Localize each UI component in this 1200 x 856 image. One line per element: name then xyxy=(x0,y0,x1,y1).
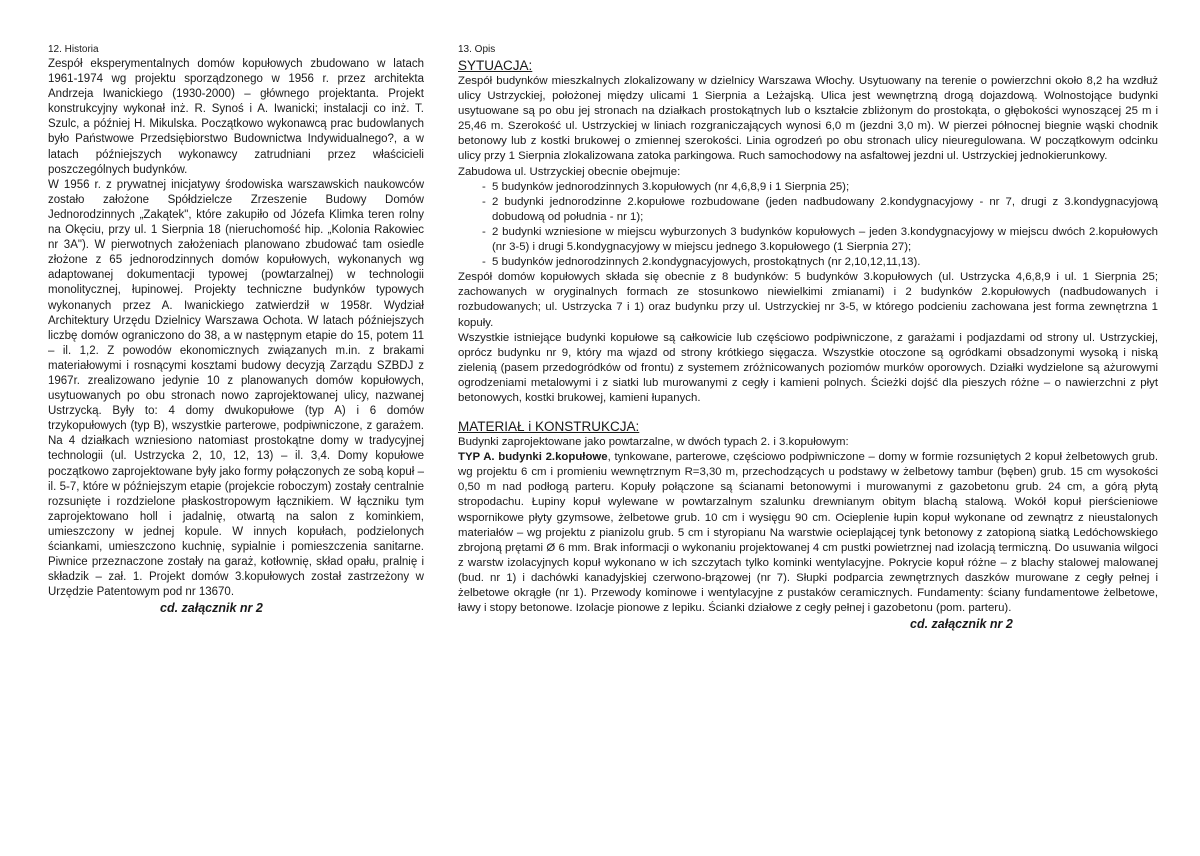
material-heading: MATERIAŁ i KONSTRUKCJA: xyxy=(458,419,640,435)
continued-note-left: cd. załącznik nr 2 xyxy=(160,601,263,616)
list-item xyxy=(458,225,1158,255)
list-item xyxy=(458,195,1158,225)
continued-note-right: cd. załącznik nr 2 xyxy=(910,617,1013,632)
history-paragraph-2: W 1956 r. z prywatnej inicjatywy środowiska warszawskich naukowców zostało założone Spółdzielcze Zrzeszenie Budowy Domów Jednorodzinnych „Zakątek", które zakupiło od Józefa Klimka teren rolny na Okęciu, przy ul. 1 Sierpnia 18 (nieruchomość hip. „Kolonia Rakowiec nr 3A"). W pierwotnych założeniach planowano zbudować tam osiedle złożone z 65 jednorodzinnych domów kopułowych, wykonanych wg adaptowanej dokumentacji typowej (powtarzalnej) w technologii monolitycznej, łupinowej. Projekty techniczne budynków typowych wykonanych przez A. Iwanickiego zatwierdził w 1958r. Wydział Architektury Urzędu Dzielnicy Warszawa Ochota. W latach późniejszych liczbę domów ograniczono do 38, a w następnym etapie do 15, potem 11 – il. 1,2. Z powodów ekonomicznych związanych m.in. z brakami materiałowymi i rosnącymi kosztami budowy decyzją Zarządu SZBDJ z 1967r. zrealizowano jedynie 10 z planowanych domów kopułowych, usytuowanych po obu stronach nowo zaprojektowanej ulicy, nazwanej Ustrzycką. Były to: 4 domy dwukopułowe (typ A) i 6 domów trzykopułowych (typ B), wszystkie parterowe, podpiwniczone, z garażem. Na 4 działkach wzniesiono natomiast prostokątne domy w tradycyjnej technologii (ul. Ustrzycka 2, 10, 12, 13) – il. 3,4. Domy kopułowe początkowo zaprojektowane były jako formy połączonych ze sobą kopuł – il. 5-7, które w późniejszym etapie (projekcie roboczym) zostały centralnie rozsunięte i rozdzielone płaskostropowym łącznikiem. W łączniku tym zaprojektowano holl i jadalnię, otwartą na salon z kominkiem, umieszczony w jednej kopule. W innych kopułach, podzielonych ściankami, umieszczono kuchnię, sypialnie i pomieszczenia sanitarne. Piwnice przeznaczone zostały na garaż, kotłownię, skład opału, pralnię i składzik – zał. 1. Projekt domów 3.kopułowych został zastrzeżony w Urzędzie Patentowym pod nr 13670. xyxy=(48,178,424,599)
situation-heading: SYTUACJA: xyxy=(458,58,533,73)
list-item-text: 2 budynki wzniesione w miejscu wyburzonych 3 budynków kopułowych – jeden 3.kondygnacyjowy w miejscu dwóch 2.kopułowych (nr 3-5) i drugi 5.kondygnacyjowy w miejscu jednego 3.kopułowego (1 Sierpnia 27); xyxy=(492,225,1158,254)
situation-paragraph-3: Wszystkie istniejące budynki kopułowe są całkowicie lub częściowo podpiwniczone, z garażami i podjazdami od strony ul. Ustrzyckiej, oprócz budynku nr 9, który ma wjazd od strony krótkiego sięgacza. Wszystkie otoczone są ogródkami obsadzonymi wysoką i niską zielenią (pasem przedogródków od frontu) z systemem zróżnicowanych poziomów murków oporowych. Działki wydzielone są ażurowymi ogrodzeniami metalowymi i z siatki lub murowanymi z cegły i kamieni polnych. Ścieżki dojść dla pieszych różne – o nawierzchni z płyt betonowych, kostki brukowej, kamieni łupanych. xyxy=(458,331,1158,404)
section-number-description: 13. Opis xyxy=(458,44,496,55)
situation-paragraph: Zespół budynków mieszkalnych zlokalizowany w dzielnicy Warszawa Włochy. Usytuowany na terenie o powierzchni około 8,2 ha wzdłuż ulicy Ustrzyckiej, położonej między ulicami 1 Sierpnia a Leżajską. Ulica jest wewnętrzną drogą dojazdową. Wolnostojące budynki usytuowane są po obu jej stronach na działkach prostokątnych lub o kształcie zbliżonym do prostokąta, o głębokości wynoszącej 25 m i 25,46 m. Szerokość ul. Ustrzyckiej w liniach rozgraniczających wynosi 6,0 m (jezdni 3,0 m). W pierzei północnej biegnie wąski chodnik betonowy lub z kostki brukowej o zmiennej szerokości. Linia ogrodzeń po obu stronach ulicy nieuregulowana. W początkowym odcinku ulicy przy 1 Sierpnia zlokalizowana zatoka parkingowa. Ruch samochodowy na asfaltowej jezdni ul. Ustrzyckiej jednokierunkowy. xyxy=(458,75,1158,163)
section-number-history: 12. Historia xyxy=(48,44,99,55)
buildup-intro: Zabudowa ul. Ustrzyckiej obecnie obejmuje: xyxy=(458,165,681,178)
material-paragraph xyxy=(458,450,1158,616)
list-item-text: 5 budynków jednorodzinnych 3.kopułowych (nr 4,6,8,9 i 1 Sierpnia 25); xyxy=(492,180,850,193)
buildup-list xyxy=(458,180,1158,271)
history-column xyxy=(48,44,424,616)
description-column xyxy=(458,44,1158,632)
dash-marker: - xyxy=(482,180,486,193)
list-item xyxy=(458,180,1158,195)
situation-paragraph-2: Zespół domów kopułowych składa się obecnie z 8 budynków: 5 budynków 3.kopułowych (ul. Ustrzycka 4,6,8,9 i ul. 1 Sierpnia 25; zachowanych w oryginalnych formach ze stosunkowo niewielkimi zmianami) i 2 budynków 2.kopułowych (nadbudowanych i rozbudowanych; ul. Ustrzycka 7 i 1) oraz budynku przy ul. Ustrzyckiej nr 3-5, w którego podcieniu zachowana jest forma zewnętrzna 1 kopuły. xyxy=(458,271,1158,329)
material-intro: Budynki zaprojektowane jako powtarzalne, w dwóch typach 2. i 3.kopułowym: xyxy=(458,436,849,449)
dash-marker: - xyxy=(482,195,486,208)
list-item-text: 2 budynki jednorodzinne 2.kopułowe rozbudowane (jeden nadbudowany 2.kondygnacyjowy - nr 7, drugi z 3.kondygnacyjową dobudową od południa - nr 1); xyxy=(492,195,1158,223)
history-paragraph-1: Zespół eksperymentalnych domów kopułowych zbudowano w latach 1961-1974 wg projektu sporządzonego w 1956 r. przez architekta Andrzeja Iwanickiego (1930-2000) – głównego projektanta. Projekt konstrukcyjny wykonał inż. R. Synoś i A. Iwanicki; instalacji co inż. T. Szulc, a później H. Mikulska. Początkowo wykonawcą prac budowlanych było Państwowe Przedsiębiorstwo Budownictwa Indywidualnego?, a w latach późniejszych wykonawcy zatrudniani przez właścicieli poszczególnych budynków. xyxy=(48,58,424,176)
dash-marker: - xyxy=(482,225,486,238)
dash-marker: - xyxy=(482,256,486,269)
list-item xyxy=(458,255,1158,270)
material-text: , tynkowane, parterowe, częściowo podpiwniczone – domy w formie rozsuniętych 2 kopuł żelbetowych grub. wg projektu 6 cm i promieniu wewnętrznym R=3,30 m, przechodzących u podstawy w żelbetowy tambur (bęben) grub. 15 cm wysokości 0,50 m nad podłogą parteru. Kopuły połączone są ścianami betonowymi i murowanymi z gazobetonu grub. 24 cm, a górą płytą stropodachu. Łupiny kopuł wylewane w powtarzalnym szalunku drewnianym obitym blachą stalową. Wokół kopuł pierścieniowe wspornikowe płyty gzymsowe, żelbetowe grub. 10 cm i wysięgu 90 cm. Ocieplenie łupin kopuł wykonane od zewnątrz z nieustalonych materiałów – wg projektu z pianizolu grub. 5 cm i styropianu Na warstwie ocieplającej tynk betonowy z zatopioną siatką Ledóchowskiego zbrojoną prętami Ø 6 mm. Brak informacji o wykonaniu projektowanej 4 cm pustki powietrznej nad izolacją termiczną. Do usuwania wilgoci z warstw izolacyjnych kopuł wykonano w ich szczytach tylko kominki wentylacyjne. Pokrycie kopuł różne – z blachy stalowej malowanej (bud. nr 1) i dachówki kanadyjskiej czerwono-brązowej (nr 7). Słupki podparcia zewnętrznych daszków murowane z cegły pełnej i żelbetowe okrągłe (nr 1). Przewody kominowe i wentylacyjne z pustaków ceramicznych. Fundamenty: ściany fundamentowe żelbetowe, ławy i stopy betonowe. Izolacje pionowe z lepiku. Ścianki działowe z cegły pełnej i gazobetonu (pom. parteru). xyxy=(458,451,1158,615)
list-item-text: 5 budynków jednorodzinnych 2.kondygnacyjowych, prostokątnych (nr 2,10,12,11,13). xyxy=(492,256,921,269)
section-spacer xyxy=(458,406,1158,418)
type-a-lead: TYP A. budynki 2.kopułowe xyxy=(458,451,608,464)
